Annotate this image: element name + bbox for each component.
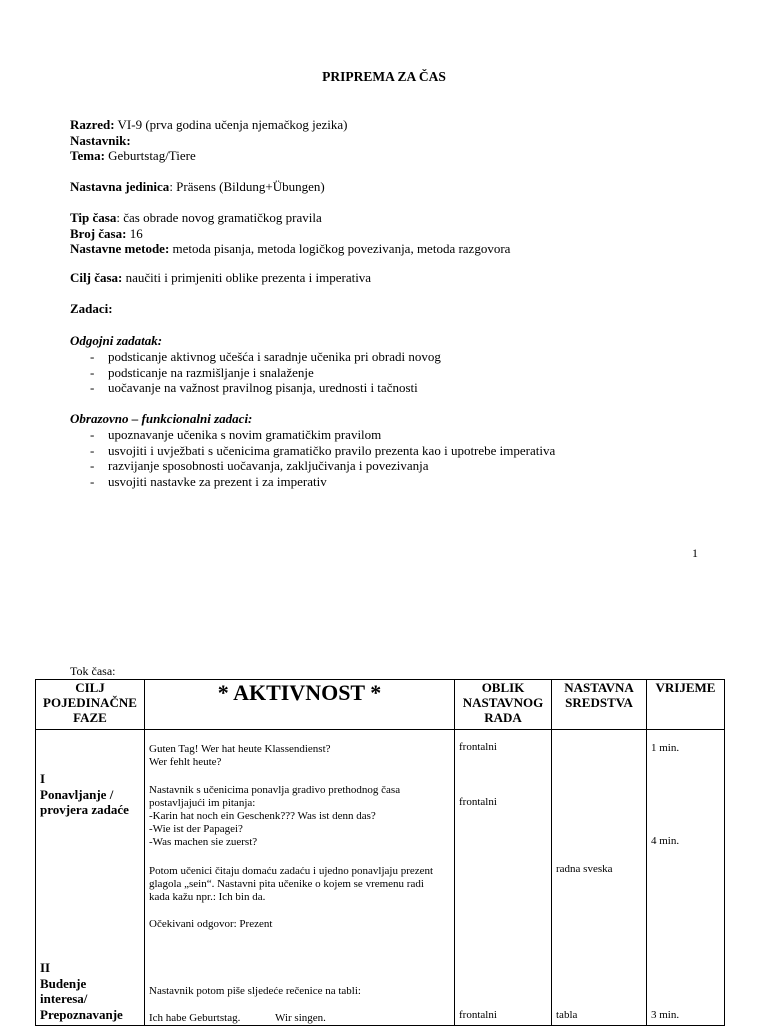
activity-text: Wer fehlt heute? xyxy=(149,756,222,768)
sredstva-cell xyxy=(552,730,647,1026)
header-oblik: OBLIK NASTAVNOG RADA xyxy=(455,680,552,730)
activity-text: -Was machen sie zuerst? xyxy=(149,836,258,848)
table-header-row xyxy=(36,680,725,730)
metode-label: Nastavne metode: xyxy=(70,241,170,256)
vrijeme-text: 3 min. xyxy=(651,1009,680,1021)
zadaci-label: Zadaci: xyxy=(70,301,113,316)
header-cilj: CILJ POJEDINAČNE FAZE xyxy=(36,680,145,730)
vrijeme-cell xyxy=(647,730,725,1026)
lesson-table xyxy=(35,679,725,1026)
odgojni-list xyxy=(70,349,441,396)
activity-text: kada kažu npr.: Ich bin da. xyxy=(149,891,266,903)
tema-value: Geburtstag/Tiere xyxy=(104,148,196,163)
activity-text: Potom učenici čitaju domaću zadaću i ujedno ponavljaju prezent xyxy=(149,865,434,877)
list-item: - podsticanje aktivnog učešća i saradnje učenika pri obradi novog xyxy=(70,349,441,365)
activity-text: -Wie ist der Papagei? xyxy=(149,823,243,835)
activity-text: Očekivani odgovor: Prezent xyxy=(149,918,273,930)
tip-value: : čas obrade novog gramatičkog pravila xyxy=(116,210,322,225)
page-title: PRIPREMA ZA ČAS xyxy=(322,69,446,84)
oblik-text: frontalni xyxy=(459,796,497,808)
activity-text: -Karin hat noch ein Geschenk??? Was ist denn das? xyxy=(149,810,376,822)
activity-text: Nastavnik potom piše sljedeće rečenice na tabli: xyxy=(149,985,361,997)
oblik-text: frontalni xyxy=(459,1009,497,1021)
sredstva-text: radna sveska xyxy=(556,863,613,875)
cilj-line xyxy=(70,270,371,286)
nastavnik-label: Nastavnik: xyxy=(70,132,131,148)
obrazovno-heading: Obrazovno – funkcionalni zadaci: xyxy=(70,411,253,426)
odgojni-heading: Odgojni zadatak: xyxy=(70,333,163,348)
list-item: - razvijanje sposobnosti uočavanja, zaključivanja i povezivanja xyxy=(70,458,555,474)
oblik-text: frontalni xyxy=(459,741,497,753)
list-item: - usvojiti nastavke za prezent i za imperativ xyxy=(70,474,555,490)
table-row xyxy=(36,730,725,1026)
activity-text: Ich habe Geburtstag. xyxy=(149,1012,241,1024)
tok-label: Tok časa: xyxy=(70,664,116,678)
phase-cell xyxy=(36,730,145,1026)
sredstva-text: tabla xyxy=(556,1009,578,1021)
metode-line xyxy=(70,241,510,257)
list-item: - upoznavanje učenika s novim gramatičkim pravilom xyxy=(70,427,555,443)
broj-label: Broj časa: xyxy=(70,225,127,241)
jedinica-line xyxy=(70,179,325,195)
activity-text: Nastavnik s učenicima ponavlja gradivo prethodnog časa xyxy=(149,784,401,796)
list-item: - podsticanje na razmišljanje i snalaženje xyxy=(70,365,441,381)
obrazovno-list xyxy=(70,427,555,489)
cilj-label: Cilj časa: xyxy=(70,270,123,285)
razred-value: VI-9 (prva godina učenja njemačkog jezika) xyxy=(114,117,348,132)
jedinica-label: Nastavna jedinica xyxy=(70,179,170,194)
cilj-value: naučiti i primjeniti oblike prezenta i imperativa xyxy=(122,270,372,285)
razred-label: Razred: xyxy=(70,117,115,132)
activity-cell xyxy=(145,730,455,1026)
jedinica-value: : Präsens (Bildung+Übungen) xyxy=(169,179,325,194)
razred-line xyxy=(70,117,347,133)
zadaci-line xyxy=(70,301,113,317)
phase-1: I Ponavljanje / provjera zadaće xyxy=(40,771,129,817)
broj-line xyxy=(70,226,143,242)
activity-text: Wir singen. xyxy=(275,1012,326,1024)
activity-text: Guten Tag! Wer hat heute Klassendienst? xyxy=(149,743,331,755)
header-sredstva: NASTAVNA SREDSTVA xyxy=(552,680,647,730)
list-item: - usvojiti i uvježbati s učenicima gramatičko pravilo prezenta kao i upotrebe imperativa xyxy=(70,443,555,459)
metode-value: metoda pisanja, metoda logičkog povezivanja, metoda razgovora xyxy=(169,241,511,256)
broj-value: 16 xyxy=(126,225,143,241)
oblik-cell xyxy=(455,730,552,1026)
list-item: - uočavanje na važnost pravilnog pisanja, urednosti i tačnosti xyxy=(70,380,441,396)
activity-text: glagola „sein“. Nastavni pita učenike o kojem se vremenu radi xyxy=(149,878,424,890)
page-number: 1 xyxy=(692,546,698,560)
tip-line xyxy=(70,210,322,226)
header-vrijeme: VRIJEME xyxy=(647,680,725,730)
phase-2: II Budenje interesa/ Prepoznavanje xyxy=(40,960,123,1022)
tema-label: Tema: xyxy=(70,148,105,163)
header-aktivnost: * AKTIVNOST * xyxy=(145,680,455,730)
tema-line xyxy=(70,148,196,164)
activity-text: postavljajući im pitanja: xyxy=(149,797,256,809)
tip-label: Tip časa xyxy=(70,210,117,225)
nastavnik-line xyxy=(70,133,131,149)
vrijeme-text: 1 min. xyxy=(651,742,680,754)
vrijeme-text: 4 min. xyxy=(651,835,680,847)
